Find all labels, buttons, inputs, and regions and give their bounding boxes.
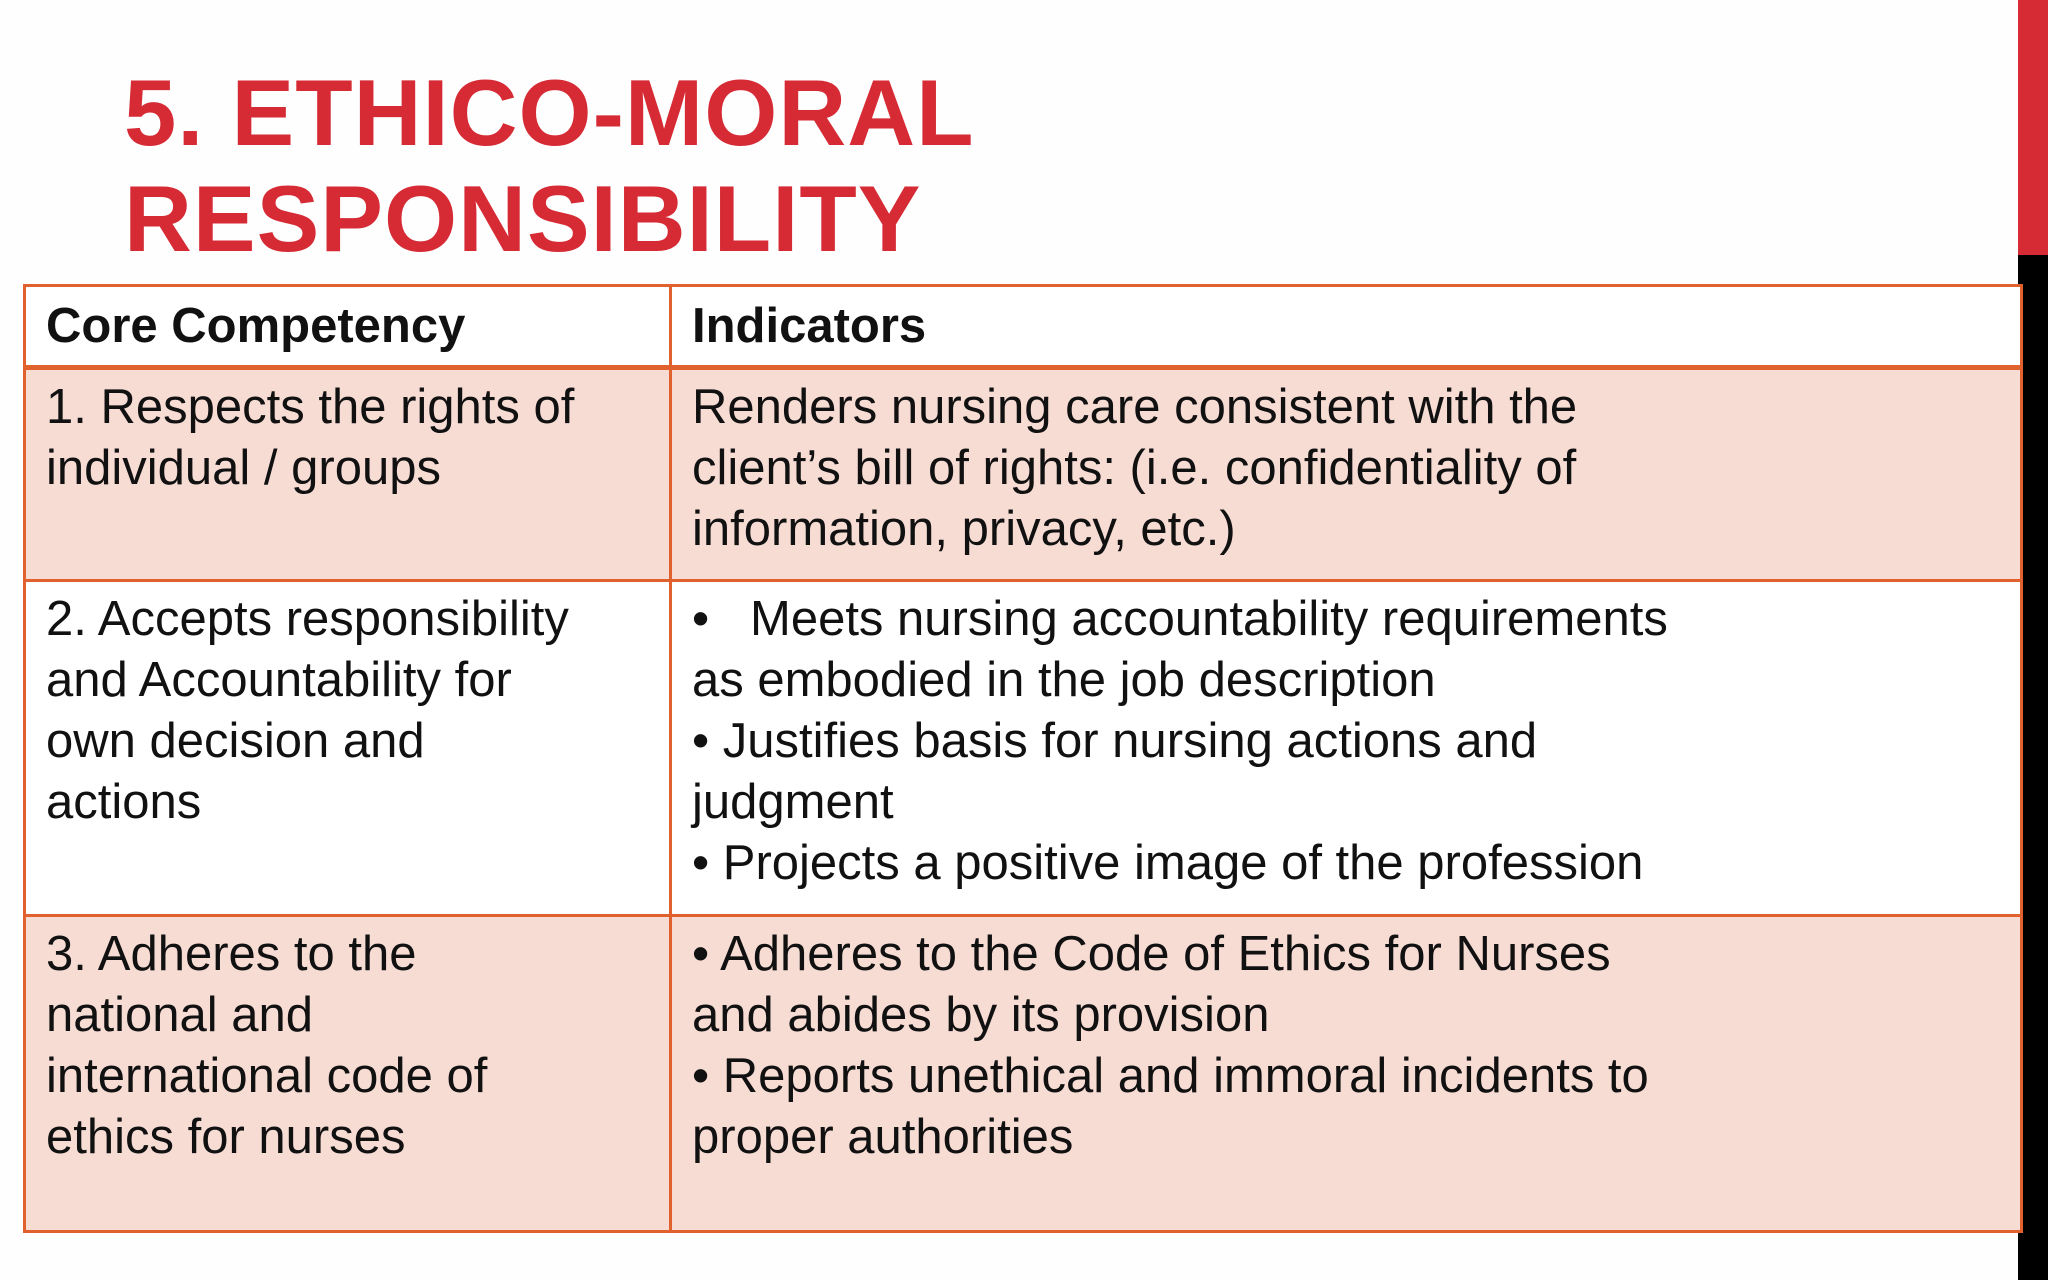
slide-title-line-1: 5. ETHICO-MORAL [124, 60, 975, 165]
indicator-line: • Adheres to the Code of Ethics for Nurses [692, 927, 1611, 981]
indicator-line: proper authorities [692, 1110, 1074, 1164]
competency-line: international code of [46, 1049, 488, 1103]
indicator-line: judgment [692, 775, 894, 829]
indicator-line: • Meets nursing accountability requirements [692, 592, 1668, 646]
indicator-line: • Reports unethical and immoral incidents to [692, 1049, 1649, 1103]
competency-table [23, 284, 2023, 1233]
competency-line: 2. Accepts responsibility [46, 592, 569, 646]
indicators-cell [671, 916, 2022, 1232]
table-row [25, 581, 2022, 916]
competency-line: national and [46, 988, 314, 1042]
accent-bar-red [2018, 0, 2048, 255]
indicator-line: as embodied in the job description [692, 653, 1436, 707]
indicator-line: Renders nursing care consistent with the [692, 380, 1578, 434]
table-row [25, 368, 2022, 581]
table-header-row [25, 286, 2022, 368]
indicator-line: • Projects a positive image of the profession [692, 836, 1644, 890]
indicator-line: client’s bill of rights: (i.e. confidentiality of [692, 441, 1577, 495]
competency-line: own decision and [46, 714, 425, 768]
competency-cell [25, 581, 671, 916]
competency-cell [25, 368, 671, 581]
header-core-competency: Core Competency [25, 286, 671, 368]
competency-line: and Accountability for [46, 653, 512, 707]
indicator-line: • Justifies basis for nursing actions and [692, 714, 1538, 768]
indicators-cell [671, 581, 2022, 916]
indicator-line: information, privacy, etc.) [692, 502, 1236, 556]
table-row [25, 916, 2022, 1232]
competency-line: individual / groups [46, 441, 441, 495]
slide-title-line-2: RESPONSIBILITY [124, 166, 922, 271]
competency-cell [25, 916, 671, 1232]
slide-title [124, 60, 975, 272]
competency-line: actions [46, 775, 202, 829]
header-indicators: Indicators [671, 286, 2022, 368]
competency-line: ethics for nurses [46, 1110, 406, 1164]
indicator-line: and abides by its provision [692, 988, 1270, 1042]
competency-line: 1. Respects the rights of [46, 380, 575, 434]
competency-line: 3. Adheres to the [46, 927, 417, 981]
indicators-cell [671, 368, 2022, 581]
